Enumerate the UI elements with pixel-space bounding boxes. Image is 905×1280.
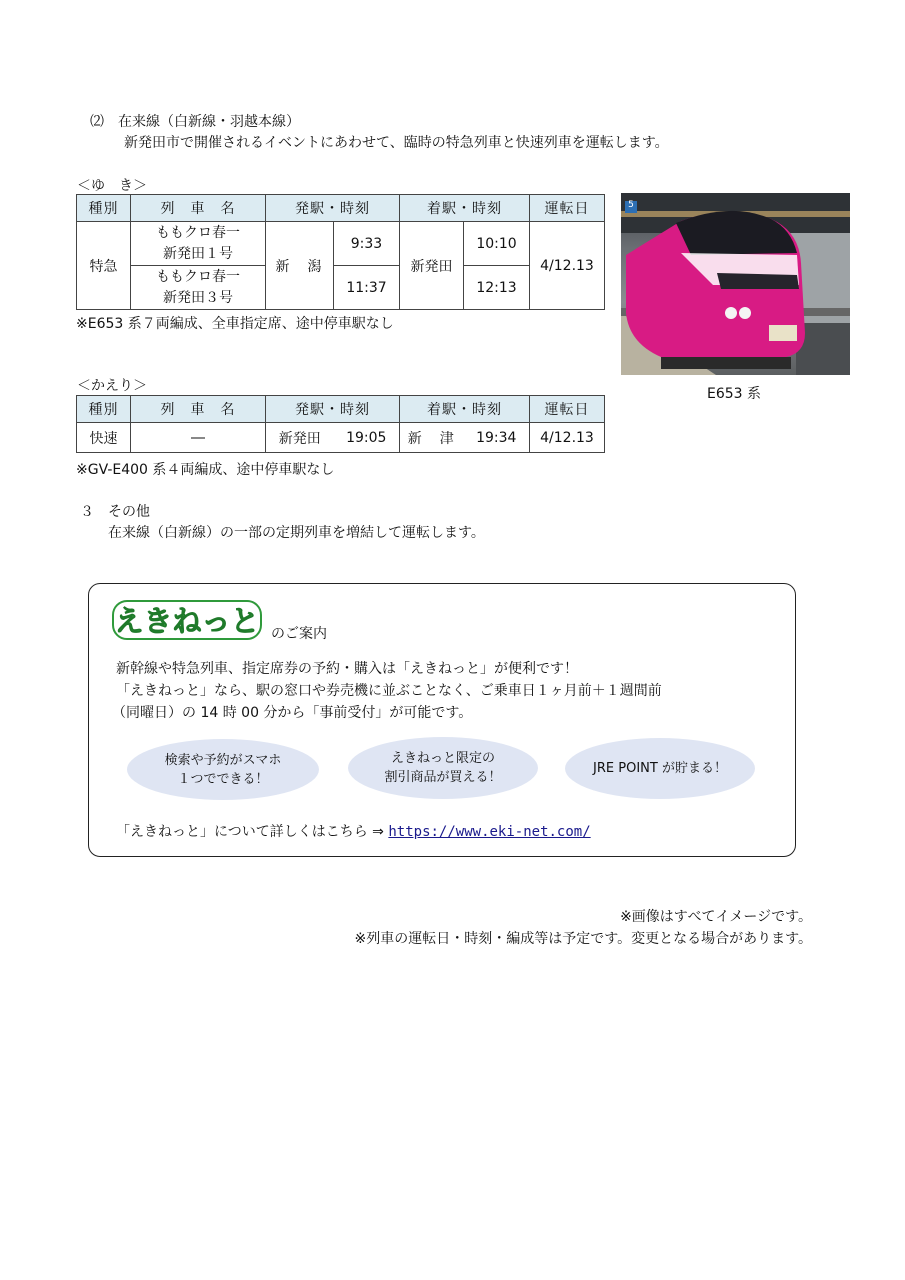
arrival-station: 新発田 <box>400 222 464 310</box>
arrival-time: 19:34 <box>464 423 530 453</box>
header-date: 運転日 <box>530 396 605 423</box>
arrival-station: 新 津 <box>400 423 464 453</box>
photo-caption: E653 系 <box>707 386 762 402</box>
feature-line2: 割引商品が買える！ <box>384 770 502 785</box>
ekinet-link[interactable]: https://www.eki-net.com/ <box>388 824 591 840</box>
arrival-time: 10:10 <box>464 222 530 266</box>
header-departure: 発駅・時刻 <box>266 396 400 423</box>
e653-train-illustration <box>621 193 850 375</box>
header-date: 運転日 <box>530 195 605 222</box>
ekinet-logo-graphic <box>112 598 262 642</box>
header-train-name: 列 車 名 <box>131 195 266 222</box>
ekinet-text-line1: 新幹線や特急列車、指定席券の予約・購入は「えきねっと」が便利です！ <box>116 661 578 677</box>
feature-line1: えきねっと限定の <box>390 751 495 766</box>
header-departure: 発駅・時刻 <box>266 195 400 222</box>
departure-time: 11:37 <box>334 266 400 310</box>
ekinet-guide-suffix: のご案内 <box>271 626 327 642</box>
section3-heading: ３ その他 <box>80 504 150 520</box>
return-note: ※GV-E400 系４両編成、途中停車駅なし <box>76 462 335 478</box>
train-name-line1: ももクロ春一 <box>156 224 240 241</box>
outbound-note: ※E653 系７両編成、全車指定席、途中停車駅なし <box>76 316 394 332</box>
train-type: 快速 <box>77 423 131 453</box>
departure-time: 19:05 <box>334 423 400 453</box>
departure-time: 9:33 <box>334 222 400 266</box>
arrival-time: 12:13 <box>464 266 530 310</box>
operation-date: 4/12.13 <box>530 423 605 453</box>
header-arrival: 着駅・時刻 <box>400 396 530 423</box>
train-name: ― <box>131 423 266 453</box>
feature-line2: １つでできる！ <box>177 771 269 787</box>
train-photo <box>621 193 850 375</box>
section3-description: 在来線（白新線）の一部の定期列車を増結して運転します。 <box>108 525 485 541</box>
header-arrival: 着駅・時刻 <box>400 195 530 222</box>
header-type: 種別 <box>77 195 131 222</box>
platform-number: 5 <box>628 200 634 210</box>
operation-date: 4/12.13 <box>530 222 605 310</box>
feature-oval-points <box>565 738 755 799</box>
train-name-line1: ももクロ春一 <box>156 268 240 285</box>
ekinet-text-line3: （同曜日）の 14 時 00 分から「事前受付」が可能です。 <box>112 705 473 721</box>
ekinet-link-prefix: 「えきねっと」について詳しくはこちら ⇒ <box>116 824 389 840</box>
ekinet-logo <box>112 598 262 642</box>
ekinet-link-row <box>116 821 591 841</box>
train-name <box>131 266 266 310</box>
departure-station: 新 潟 <box>266 222 334 310</box>
section2-heading: ⑵ 在来線（白新線・羽越本線） <box>90 114 300 130</box>
train-type: 特急 <box>77 222 131 310</box>
footnote-schedule: ※列車の運転日・時刻・編成等は予定です。変更となる場合があります。 <box>354 931 812 947</box>
feature-line1: JRE POINT が貯まる！ <box>593 761 727 776</box>
outbound-timetable <box>76 194 605 310</box>
outbound-label: ＜ゆ き＞ <box>77 178 147 194</box>
departure-station: 新発田 <box>266 423 334 453</box>
feature-oval-smartphone <box>127 739 319 800</box>
header-type: 種別 <box>77 396 131 423</box>
ekinet-text-line2: 「えきねっと」なら、駅の窓口や券売機に並ぶことなく、ご乗車日１ヶ月前＋１週間前 <box>116 683 662 699</box>
return-timetable <box>76 395 605 453</box>
train-name <box>131 222 266 266</box>
feature-line1: 検索や予約がスマホ <box>164 752 282 768</box>
return-label: ＜かえり＞ <box>77 378 147 394</box>
ekinet-logo-text: えきねっと <box>114 604 260 638</box>
header-train-name: 列 車 名 <box>131 396 266 423</box>
section2-description: 新発田市で開催されるイベントにあわせて、臨時の特急列車と快速列車を運転します。 <box>124 135 669 151</box>
train-name-line2: 新発田１号 <box>163 245 233 262</box>
train-name-line2: 新発田３号 <box>163 289 233 306</box>
feature-oval-discount <box>348 737 538 799</box>
footnote-images: ※画像はすべてイメージです。 <box>620 909 812 925</box>
